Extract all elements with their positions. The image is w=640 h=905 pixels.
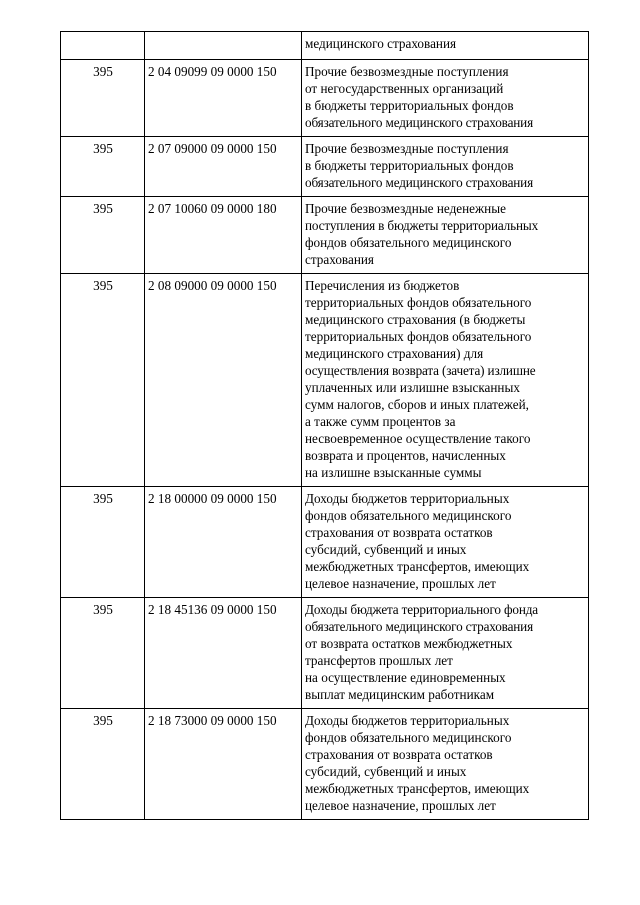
revenue-name-cell — [302, 487, 589, 598]
revenue-name-line: медицинского страхования — [305, 36, 457, 51]
revenue-name-line: обязательного медицинского страхования — [305, 175, 534, 190]
admin-code-cell: 395 — [61, 487, 145, 598]
budget-classification-code-cell: 2 07 10060 09 0000 180 — [145, 197, 302, 274]
revenue-name-line: уплаченных или излишне взысканных — [305, 380, 520, 395]
revenue-name-line: территориальных фондов обязательного — [305, 329, 532, 344]
admin-code-cell: 395 — [61, 137, 145, 197]
revenue-name-line: от негосударственных организаций — [305, 81, 504, 96]
budget-classification-code-cell: 2 18 45136 09 0000 150 — [145, 598, 302, 709]
revenue-name-line: целевое назначение, прошлых лет — [305, 576, 496, 591]
revenue-name-line: сумм налогов, сборов и иных платежей, — [305, 397, 529, 412]
revenue-name-line: Перечисления из бюджетов — [305, 278, 460, 293]
revenue-name-line: осуществления возврата (зачета) излишне — [305, 363, 536, 378]
budget-classification-code-cell: 2 18 00000 09 0000 150 — [145, 487, 302, 598]
revenue-name-cell — [302, 197, 589, 274]
revenue-name-line: возврата и процентов, начисленных — [305, 448, 506, 463]
revenue-name-line: обязательного медицинского страхования — [305, 619, 534, 634]
budget-classification-code-cell: 2 04 09099 09 0000 150 — [145, 60, 302, 137]
revenue-name-line: медицинского страхования (в бюджеты — [305, 312, 526, 327]
revenue-name-line: Доходы бюджета территориального фонда — [305, 602, 538, 617]
revenue-name-line: в бюджеты территориальных фондов — [305, 98, 514, 113]
revenue-name-line: медицинского страхования) для — [305, 346, 484, 361]
budget-classification-code-cell: 2 18 73000 09 0000 150 — [145, 709, 302, 820]
revenue-name-line: фондов обязательного медицинского — [305, 730, 512, 745]
revenue-name-cell — [302, 60, 589, 137]
table-row — [61, 598, 589, 709]
revenue-name-line: фондов обязательного медицинского — [305, 235, 512, 250]
admin-code-cell: 395 — [61, 274, 145, 487]
revenue-name-cell — [302, 274, 589, 487]
budget-classification-code-cell: 2 08 09000 09 0000 150 — [145, 274, 302, 487]
revenue-name-cell — [302, 709, 589, 820]
revenue-name-line: Прочие безвозмездные поступления — [305, 141, 509, 156]
revenue-name-line: поступления в бюджеты территориальных — [305, 218, 539, 233]
budget-classification-code-cell: 2 07 09000 09 0000 150 — [145, 137, 302, 197]
revenue-name-line: а также сумм процентов за — [305, 414, 456, 429]
revenue-name-line: Доходы бюджетов территориальных — [305, 491, 510, 506]
revenue-name-line: территориальных фондов обязательного — [305, 295, 532, 310]
revenue-name-line: в бюджеты территориальных фондов — [305, 158, 514, 173]
table-row — [61, 487, 589, 598]
revenue-name-cell — [302, 598, 589, 709]
admin-code-cell: 395 — [61, 598, 145, 709]
revenue-name-line: Прочие безвозмездные поступления — [305, 64, 509, 79]
admin-code-cell: 395 — [61, 709, 145, 820]
revenue-name-line: субсидий, субвенций и иных — [305, 542, 467, 557]
table-row — [61, 274, 589, 487]
revenue-codes-table-body — [61, 32, 589, 820]
table-row — [61, 60, 589, 137]
revenue-name-line: страхования от возврата остатков — [305, 747, 493, 762]
revenue-name-line: межбюджетных трансфертов, имеющих — [305, 781, 530, 796]
revenue-name-line: Доходы бюджетов территориальных — [305, 713, 510, 728]
revenue-name-line: страхования от возврата остатков — [305, 525, 493, 540]
table-row — [61, 709, 589, 820]
revenue-name-line: межбюджетных трансфертов, имеющих — [305, 559, 530, 574]
revenue-name-line: на излишне взысканные суммы — [305, 465, 482, 480]
revenue-name-line: субсидий, субвенций и иных — [305, 764, 467, 779]
revenue-name-line: целевое назначение, прошлых лет — [305, 798, 496, 813]
admin-code-cell: 395 — [61, 60, 145, 137]
table-row-continuation — [61, 32, 589, 60]
table-row — [61, 137, 589, 197]
admin-code-cell — [61, 32, 145, 60]
revenue-name-cell — [302, 137, 589, 197]
table-row — [61, 197, 589, 274]
revenue-name-line: Прочие безвозмездные неденежные — [305, 201, 506, 216]
revenue-name-line: на осуществление единовременных — [305, 670, 506, 685]
admin-code-cell: 395 — [61, 197, 145, 274]
revenue-name-line: от возврата остатков межбюджетных — [305, 636, 513, 651]
revenue-name-line: обязательного медицинского страхования — [305, 115, 534, 130]
revenue-name-line: выплат медицинским работникам — [305, 687, 495, 702]
budget-classification-code-cell — [145, 32, 302, 60]
revenue-name-line: фондов обязательного медицинского — [305, 508, 512, 523]
revenue-name-line: страхования — [305, 252, 374, 267]
revenue-codes-table — [60, 31, 589, 820]
revenue-name-cell — [302, 32, 589, 60]
revenue-name-line: трансфертов прошлых лет — [305, 653, 453, 668]
revenue-name-line: несвоевременное осуществление такого — [305, 431, 531, 446]
